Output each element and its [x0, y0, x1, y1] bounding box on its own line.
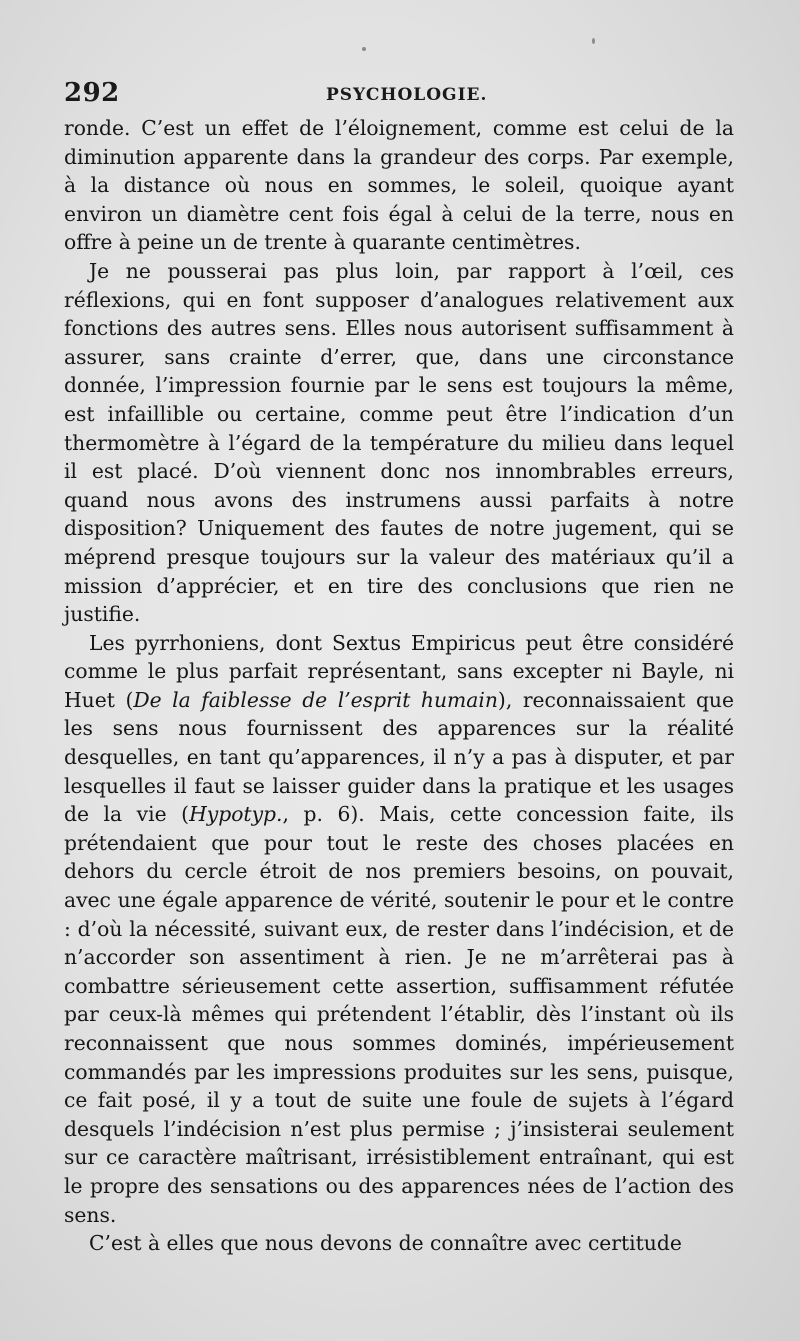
paragraph — [64, 629, 734, 1229]
text-segment: ronde. C’est un effet de l’éloignement, comme est celui de la diminution apparente dans la grandeur des corps. Par exemple, à la distance où nous en sommes, le soleil, quoique ayant environ un diamètre cent fois égal à celui de la terre, nous en offre à peine un de trente à quarante centimètres. — [64, 116, 734, 255]
paragraph — [64, 257, 734, 629]
page-number: 292 — [64, 78, 120, 108]
ink-speck — [362, 47, 366, 51]
running-title: PSYCHOLOGIE. — [326, 85, 488, 105]
text-segment: Je ne pousserai pas plus loin, par rapport à l’œil, ces réflexions, qui en font supposer d’analogues relativement aux fonctions des autres sens. Elles nous autorisent suffisamment à assurer, sans crainte d’errer, que, dans une circonstance donnée, l’impression fournie par le sens est toujours la même, est infaillible ou certaine, comme peut être l’indication d’un thermomètre à l’égard de la température du milieu dans lequel il est placé. D’où viennent donc nos innombrables erreurs, quand nous avons des instrumens aussi parfaits à notre disposition? Uniquement des fautes de notre jugement, qui se méprend presque toujours sur la valeur des matériaux qu’il a mission d’apprécier, et en tire des conclusions que rien ne justifie. — [64, 258, 734, 627]
text-segment: ), reconnaissaient que les sens nous fournissent des apparences sur la réalité desquelles, en tant qu’apparences, il n’y a pas à disputer, et par lesquelles il faut se laisser guider dans la pratique et les usages de la vie ( — [64, 687, 734, 827]
ink-speck — [592, 38, 595, 44]
paragraph — [64, 114, 734, 257]
italic-text: De la faiblesse de l’esprit humain — [133, 687, 498, 712]
running-head — [64, 78, 734, 110]
body-text — [64, 114, 734, 1258]
text-segment: , p. 6). Mais, cette concession faite, ils prétendaient que pour tout le reste des choses placées en dehors du cercle étroit de nos premiers besoins, on pouvait, avec une égale apparence de vérité, soutenir le pour et le contre : d’où la nécessité, suivant eux, de rester dans l’indécision, et de n’accorder son assentiment à rien. Je ne m’arrêterai pas à combattre sérieusement cette assertion, suffisamment réfutée par ceux-là mêmes qui prétendent l’établir, dès l’instant où ils reconnaissent que nous sommes dominés, impérieusement commandés par les impressions produites sur les sens, puisque, ce fait posé, il y a tout de suite une foule de sujets à l’égard desquels l’indécision n’est plus permise ; j’insisterai seulement sur ce caractère maîtrisant, irrésistiblement entraînant, qui est le propre des sensations ou des apparences nées de l’action des sens. — [64, 802, 734, 1227]
paragraph — [64, 1229, 734, 1258]
text-segment: Les pyrrhoniens, dont Sextus Empiricus peut être considéré comme le plus parfait représentant, sans excepter ni Bayle, ni Huet ( — [64, 630, 734, 712]
italic-text: Hypotyp. — [189, 802, 283, 827]
text-segment: C’est à elles que nous devons de connaître avec certitude — [89, 1231, 682, 1256]
